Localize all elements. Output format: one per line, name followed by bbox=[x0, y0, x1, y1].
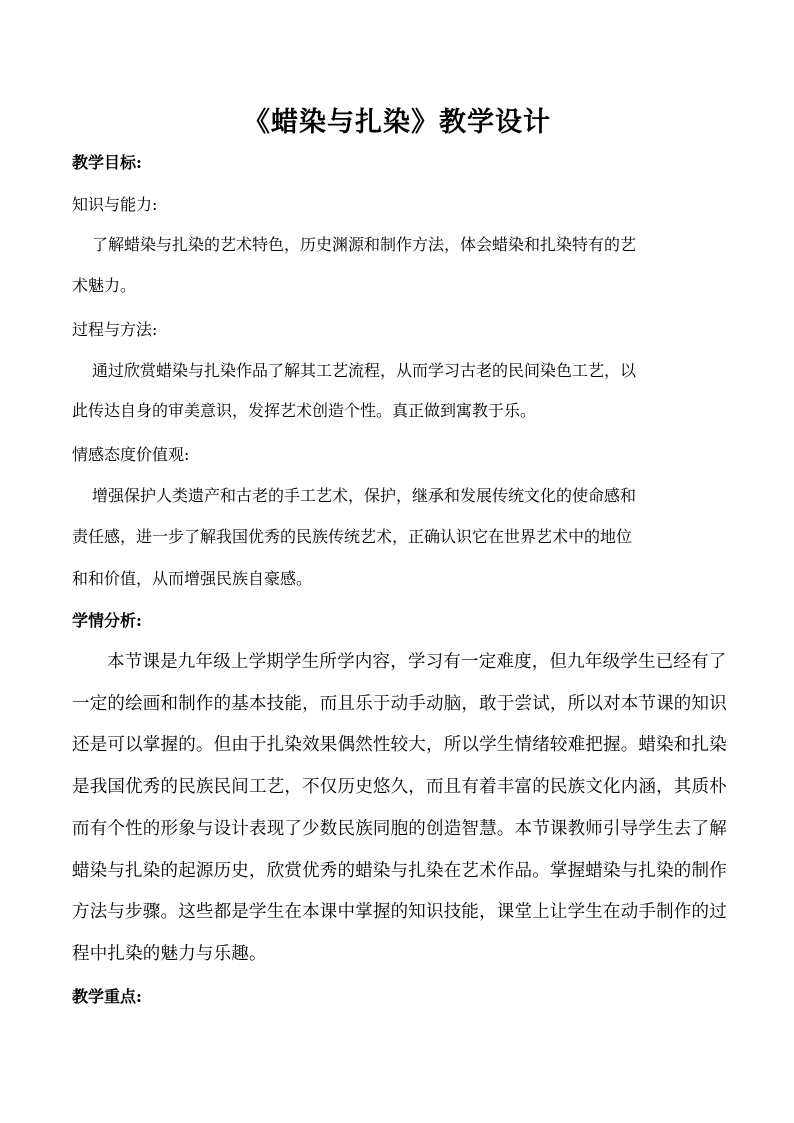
paragraph-line: 程中扎染的魅力与乐趣。 bbox=[72, 944, 267, 964]
paragraph-line: 本节课是九年级上学期学生所学内容，学习有一定难度，但九年级学生已经有了 bbox=[107, 652, 727, 672]
emotion-heading: 情感态度价值观: bbox=[72, 445, 190, 464]
paragraph-line: 术魅力。 bbox=[72, 276, 137, 295]
knowledge-heading: 知识与能力: bbox=[72, 195, 158, 214]
paragraph-line: 了解蜡染与扎染的艺术特色，历史渊源和制作方法，体会蜡染和扎染特有的艺 bbox=[92, 235, 637, 254]
paragraph-line: 蜡染与扎染的起源历史，欣赏优秀的蜡染与扎染在艺术作品。掌握蜡染与扎染的制作 bbox=[72, 861, 727, 881]
process-heading: 过程与方法: bbox=[72, 320, 158, 339]
document-title: 《蜡染与扎染》教学设计 bbox=[243, 107, 551, 138]
paragraph-line: 而有个性的形象与设计表现了少数民族同胞的创造智慧。本节课教师引导学生去了解 bbox=[72, 819, 727, 839]
paragraph-line: 此传达自身的审美意识，发挥艺术创造个性。真正做到寓教于乐。 bbox=[72, 401, 537, 420]
paragraph-line: 一定的绘画和制作的基本技能，而且乐于动手动脑，敢于尝试，所以对本节课的知识 bbox=[72, 694, 727, 714]
paragraph-line: 方法与步骤。这些都是学生在本课中掌握的知识技能，课堂上让学生在动手制作的过 bbox=[72, 902, 727, 922]
paragraph-line: 责任感，进一步了解我国优秀的民族传统艺术，正确认识它在世界艺术中的地位 bbox=[72, 527, 633, 546]
key-points-heading: 教学重点: bbox=[72, 987, 142, 1006]
paragraph-line: 还是可以掌握的。但由于扎染效果偶然性较大，所以学生情绪较难把握。蜡染和扎染 bbox=[72, 735, 727, 755]
paragraph-line: 和和价值，从而增强民族自豪感。 bbox=[72, 569, 313, 588]
paragraph-line: 增强保护人类遗产和古老的手工艺术，保护，继承和发展传统文化的使命感和 bbox=[92, 486, 637, 505]
paragraph-line: 是我国优秀的民族民间工艺，不仅历史悠久，而且有着丰富的民族文化内涵，其质朴 bbox=[72, 777, 727, 797]
paragraph-line: 通过欣赏蜡染与扎染作品了解其工艺流程，从而学习古老的民间染色工艺，以 bbox=[92, 361, 637, 380]
teaching-goal-heading: 教学目标: bbox=[72, 153, 142, 172]
analysis-heading: 学情分析: bbox=[72, 611, 142, 630]
